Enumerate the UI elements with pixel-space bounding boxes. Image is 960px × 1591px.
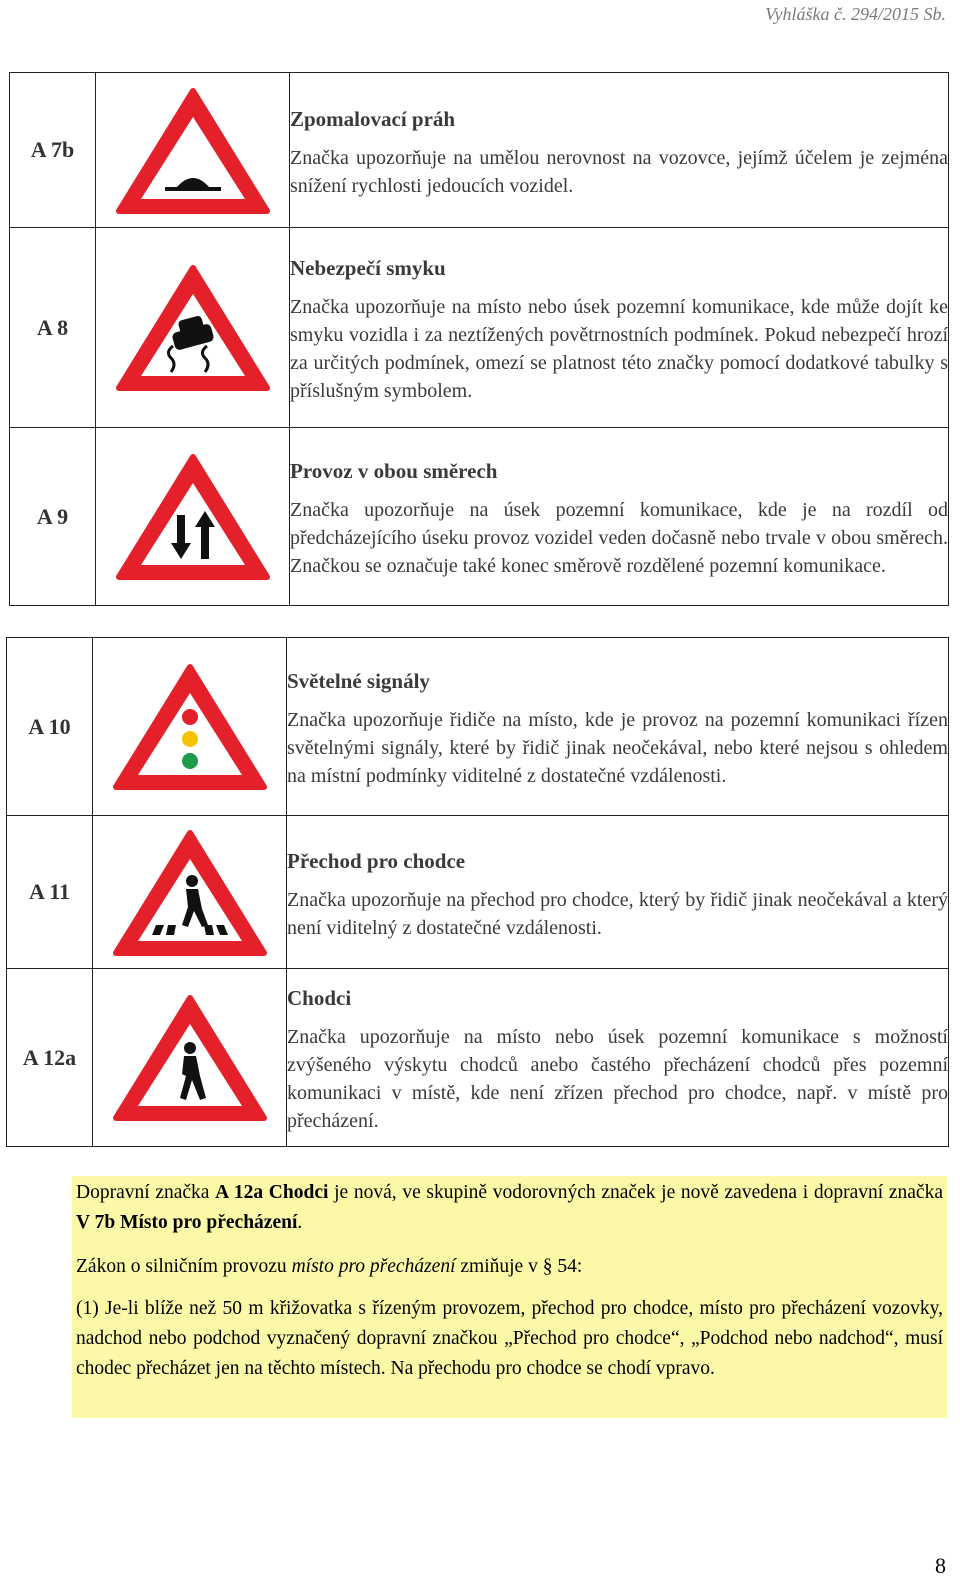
sign-title: Provoz v obou směrech <box>290 459 498 483</box>
highlighted-note <box>72 1176 947 1418</box>
table-row <box>7 816 949 969</box>
speed-bump-sign-icon <box>113 83 273 218</box>
note-paragraph: Dopravní značka A 12a Chodci je nová, ve skupině vodorovných značek je nově zavedena i dopravní značka V 7b Místo pro přecházení. <box>76 1182 943 1233</box>
traffic-lights-sign-icon <box>110 659 270 794</box>
sign-description: Značka upozorňuje řidiče na místo, kde je provoz na pozemní komunikaci řízen světelnými signály, které by řidič jinak neočekával, nebo které nejsou s ohledem na místní podmínky viditelné z dostatečné vzdálenosti. <box>287 709 948 787</box>
law-quote: (1) Je-li blíže než 50 m křižovatka s řízeným provozem, přechod pro chodce, místo pro přecházení vozovky, nadchod nebo podchod vyznačený dopravní značkou „Přechod pro chodce“, „Podchod nebo nadchod“, musí chodec přecházet jen na těchto místech. Na přechodu pro chodce se chodí vpravo. <box>76 1298 943 1379</box>
skidding-car-sign-icon <box>113 260 273 395</box>
pedestrian-crossing-sign-icon <box>110 825 270 960</box>
note-paragraph: Zákon o silničním provozu místo pro přecházení zmiňuje v § 54: <box>76 1256 583 1277</box>
sign-title: Světelné signály <box>287 669 430 693</box>
signs-table-2 <box>6 637 949 1147</box>
document-reference: Vyhláška č. 294/2015 Sb. <box>765 4 946 24</box>
table-row <box>7 969 949 1147</box>
sign-title: Nebezpečí smyku <box>290 256 446 280</box>
sign-description: Značka upozorňuje na místo nebo úsek pozemní komunikace, kde může dojít ke smyku vozidla i za neztížených povětrnostních podmínek. Pokud nebezpečí hrozí za určitých podmínek, omezí se platnost této značky pomocí dodatkové tabulky s příslušným symbolem. <box>290 296 948 402</box>
sign-description: Značka upozorňuje na umělou nerovnost na vozovce, jejímž účelem je zejména snížení rychlosti jedoucích vozidel. <box>290 146 948 197</box>
sign-title: Chodci <box>287 986 352 1010</box>
sign-code: A 9 <box>10 428 96 606</box>
table-row <box>7 638 949 816</box>
page-number: 8 <box>935 1553 946 1578</box>
table-row <box>10 428 949 606</box>
sign-code: A 11 <box>7 816 93 969</box>
sign-title: Přechod pro chodce <box>287 848 466 873</box>
sign-title: Zpomalovací práh <box>290 106 456 131</box>
sign-code: A 8 <box>10 228 96 428</box>
pedestrians-sign-icon <box>110 990 270 1125</box>
sign-code: A 7b <box>10 73 96 228</box>
signs-table-1 <box>9 72 949 606</box>
two-way-traffic-sign-icon <box>113 449 273 584</box>
sign-description: Značka upozorňuje na přechod pro chodce, který by řidič jinak neočekával a který není viditelný z dostatečné vzdálenosti. <box>287 888 948 939</box>
sign-code: A 12a <box>7 969 93 1147</box>
sign-description: Značka upozorňuje na úsek pozemní komunikace, kde je na rozdíl od předcházejícího úseku provoz vozidel veden dočasně nebo trvale v obou směrech. Značkou se označuje také konec směrově rozdělené pozemní komunikace. <box>290 499 948 577</box>
table-row <box>10 228 949 428</box>
sign-description: Značka upozorňuje na místo nebo úsek pozemní komunikace s možností zvýšeného výskytu chodců anebo častého přecházení chodců přes pozemní komunikaci v místě, kde není zřízen přechod pro chodce, např. v místě pro přecházení. <box>287 1026 948 1132</box>
table-row <box>10 73 949 228</box>
sign-code: A 10 <box>7 638 93 816</box>
